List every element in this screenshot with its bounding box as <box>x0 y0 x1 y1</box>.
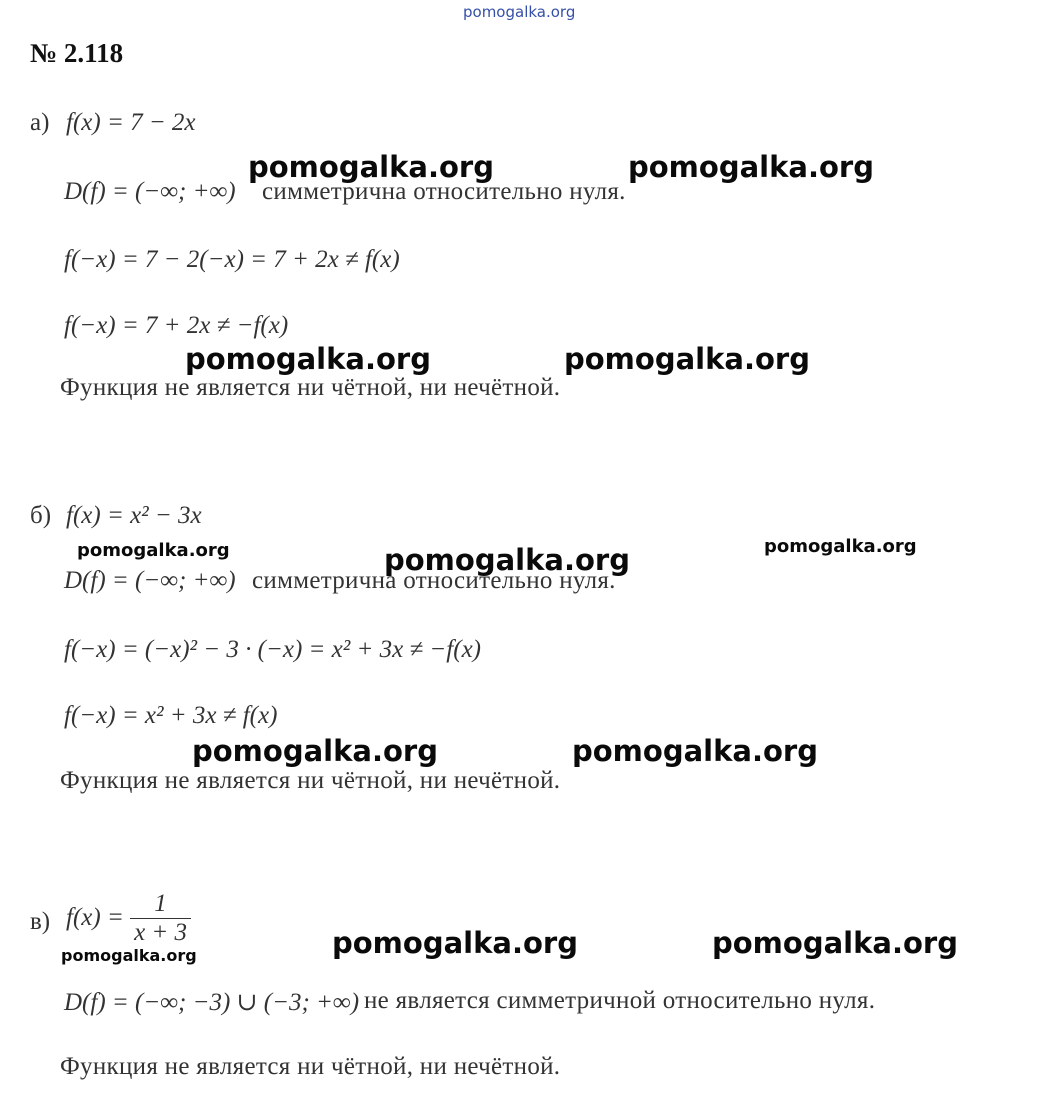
watermark-overlay: pomogalka.org <box>332 926 578 960</box>
part-b-function: f(x) = x² − 3x <box>66 502 202 529</box>
part-a-domain: D(f) = (−∞; +∞) <box>64 178 236 205</box>
part-a-conclusion: Функция не является ни чётной, ни нечётной. <box>60 374 561 401</box>
watermark-overlay: pomogalka.org <box>248 150 494 184</box>
watermark-overlay: pomogalka.org <box>628 150 874 184</box>
part-b-conclusion: Функция не является ни чётной, ни нечётной. <box>60 767 561 794</box>
part-c-function <box>66 890 191 946</box>
part-b-line2: f(−x) = x² + 3x ≠ f(x) <box>64 702 278 729</box>
watermark-overlay: pomogalka.org <box>384 543 630 577</box>
part-a-label: а) <box>30 109 50 136</box>
part-c-fraction-denominator: x + 3 <box>134 918 188 946</box>
watermark-overlay: pomogalka.org <box>77 540 230 561</box>
part-a-domain-text: симметрична относительно нуля. <box>262 178 626 205</box>
part-c-fraction <box>130 890 191 946</box>
part-c-domain-text: не является симметричной относительно нуля. <box>364 987 876 1014</box>
part-b-label: б) <box>30 502 52 529</box>
watermark-overlay: pomogalka.org <box>185 342 431 376</box>
part-b-line1: f(−x) = (−x)² − 3 · (−x) = x² + 3x ≠ −f(x) <box>64 636 481 663</box>
watermark-top: pomogalka.org <box>463 3 576 21</box>
part-b-domain: D(f) = (−∞; +∞) <box>64 567 236 594</box>
part-c-fraction-numerator: 1 <box>130 890 191 919</box>
watermark-overlay: pomogalka.org <box>572 734 818 768</box>
watermark-overlay: pomogalka.org <box>61 946 197 965</box>
part-c-domain: D(f) = (−∞; −3) ∪ (−3; +∞) <box>64 989 360 1016</box>
part-c-conclusion: Функция не является ни чётной, ни нечётной. <box>60 1053 561 1080</box>
part-c-function-lhs: f(x) = <box>66 904 124 931</box>
part-c-label: в) <box>30 908 51 935</box>
part-a-line1: f(−x) = 7 − 2(−x) = 7 + 2x ≠ f(x) <box>64 246 400 273</box>
watermark-overlay: pomogalka.org <box>764 536 917 557</box>
part-a-line2: f(−x) = 7 + 2x ≠ −f(x) <box>64 312 289 339</box>
problem-number: № 2.118 <box>30 38 124 68</box>
watermark-overlay: pomogalka.org <box>712 926 958 960</box>
part-a-function: f(x) = 7 − 2x <box>66 109 196 136</box>
part-b-domain-text: симметрична относительно нуля. <box>252 567 616 594</box>
watermark-overlay: pomogalka.org <box>564 342 810 376</box>
watermark-overlay: pomogalka.org <box>192 734 438 768</box>
